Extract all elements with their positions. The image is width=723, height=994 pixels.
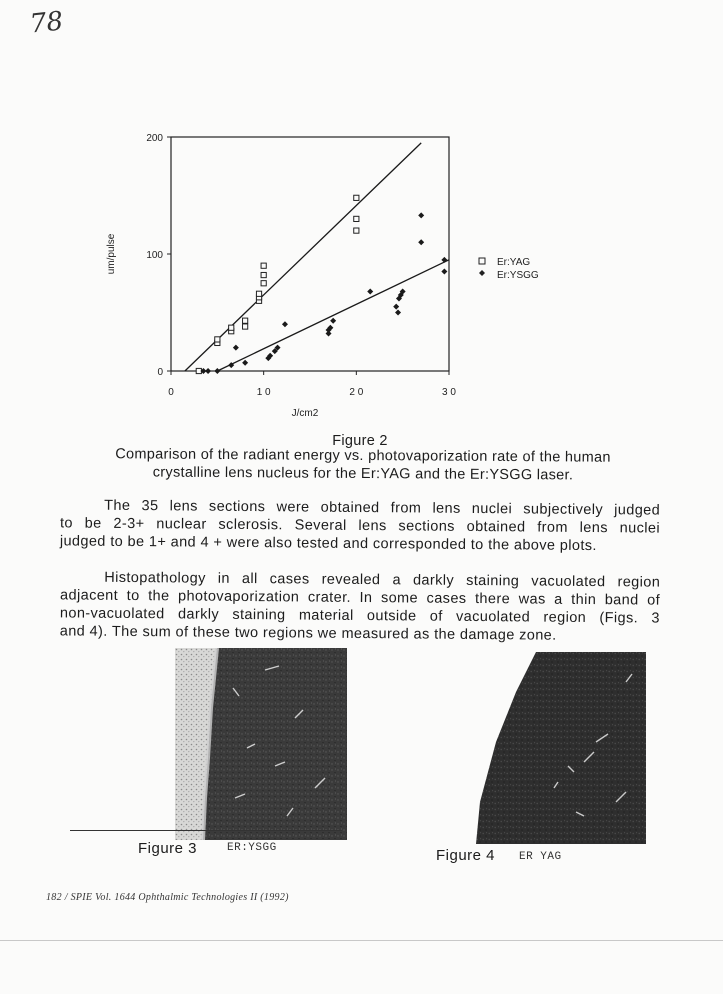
figure3-label: Figure 3	[138, 840, 198, 857]
figure2-caption-line1: Comparison of the radiant energy vs. photovaporization rate of the human	[115, 446, 611, 466]
data-point-eryag	[243, 324, 248, 329]
data-point-eryag	[256, 291, 261, 296]
chart-fit-lines	[185, 143, 449, 371]
data-point-erysgg	[441, 257, 447, 263]
fit-line-erysgg	[217, 260, 449, 371]
data-point-eryag	[261, 281, 266, 286]
chart-ticks	[146, 133, 456, 398]
figure4-micrograph	[476, 652, 646, 844]
figure2-title: Figure 2	[332, 433, 388, 449]
legend-symbol-erysgg	[479, 270, 485, 276]
data-point-eryag	[261, 272, 266, 277]
scan-bottom-edge	[0, 940, 723, 941]
figure4-sublabel: ER YAG	[519, 851, 562, 863]
chart-x-axis-label: J/cm2	[291, 408, 319, 419]
data-point-eryag	[261, 263, 266, 268]
data-point-eryag	[243, 318, 248, 323]
legend-label-erysgg: Er:YSGG	[497, 270, 539, 281]
x-tick-label: 2 0	[349, 387, 364, 398]
page-footer: 182 / SPIE Vol. 1644 Ophthalmic Technologies II (1992)	[46, 892, 289, 903]
paragraph-lens-sections	[60, 496, 660, 555]
data-point-erysgg	[441, 269, 447, 275]
data-point-erysgg	[242, 360, 248, 366]
data-point-erysgg	[282, 321, 288, 327]
paragraph1-line: to be 2-3+ nuclear sclerosis. Several lens sections obtained from lens nuclei	[59, 515, 661, 537]
legend-symbol-eryag	[479, 258, 485, 264]
data-point-eryag	[215, 337, 220, 342]
paragraph2-line: and 4). The sum of these two regions we measured as the damage zone.	[59, 623, 557, 644]
paragraph1-line: judged to be 1+ and 4 + were also tested and corresponded to the above plots.	[59, 533, 597, 555]
x-tick-label: 0	[168, 387, 174, 398]
data-point-erysgg	[395, 310, 401, 316]
paragraph2-line: Histopathology in all cases revealed a darkly staining vacuolated region	[104, 569, 661, 591]
x-tick-label: 3 0	[442, 387, 456, 398]
data-point-erysgg	[418, 239, 424, 245]
chart-legend	[479, 257, 539, 281]
y-tick-label: 100	[146, 250, 163, 261]
chart-y-axis-label: um/pulse	[106, 233, 117, 275]
chart-plot-frame	[171, 137, 449, 371]
data-point-erysgg	[233, 345, 239, 351]
data-point-erysgg	[214, 368, 220, 374]
paragraph2-line: non-vacuolated darkly staining material outside of vacuolated region (Figs. 3	[59, 605, 660, 627]
data-point-erysgg	[330, 318, 336, 324]
data-point-eryag	[354, 216, 359, 221]
paragraph2-line: adjacent to the photovaporization crater. In some cases there was a thin band of	[60, 587, 661, 609]
figure2-chart	[0, 0, 723, 440]
data-point-erysgg	[205, 368, 211, 374]
figure2-caption-line2: crystalline lens nucleus for the Er:YAG and the Er:YSGG laser.	[152, 464, 574, 484]
y-tick-label: 0	[157, 367, 163, 378]
figure3-micrograph	[175, 648, 347, 840]
chart-marks	[196, 195, 447, 374]
chart-axes	[171, 137, 449, 371]
paragraph-histopathology	[60, 568, 661, 645]
x-tick-label: 1 0	[256, 387, 271, 398]
handwritten-page-mark: 78	[28, 6, 65, 40]
figure3-sublabel: ER:YSGG	[227, 842, 277, 854]
figure4-label: Figure 4	[436, 847, 496, 864]
data-point-erysgg	[418, 212, 424, 218]
data-point-eryag	[354, 228, 359, 233]
figure3-baseline-rule	[70, 830, 342, 831]
data-point-eryag	[354, 195, 359, 200]
data-point-eryag	[229, 325, 234, 330]
legend-label-eryag: Er:YAG	[497, 257, 531, 268]
y-tick-label: 200	[146, 133, 163, 144]
data-point-erysgg	[393, 304, 399, 310]
paragraph1-line: The 35 lens sections were obtained from lens nuclei subjectively judged	[104, 497, 661, 519]
data-point-erysgg	[367, 288, 373, 294]
